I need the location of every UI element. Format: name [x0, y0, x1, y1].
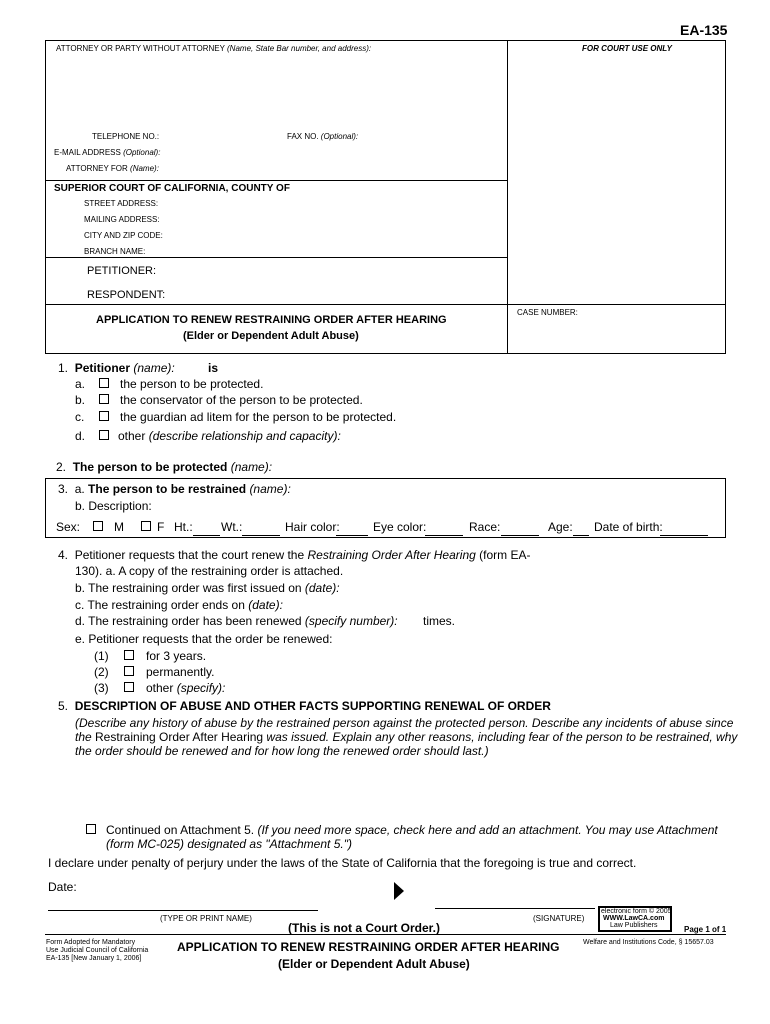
- continued-hint2: (form MC-025) designated as "Attachment 5."): [106, 837, 352, 851]
- footer-adopted-3: EA-135 [New January 1, 2006]: [46, 955, 142, 962]
- item1-is: is: [208, 361, 219, 375]
- item4-b: b. The restraining order was first issued on (date):: [75, 581, 340, 595]
- age-field[interactable]: [573, 535, 589, 536]
- petitioner-label: PETITIONER:: [87, 265, 157, 277]
- item1-heading: 1. Petitioner (name):: [58, 361, 175, 375]
- race-field[interactable]: [501, 535, 539, 536]
- checkbox-3-years[interactable]: [124, 650, 134, 660]
- continued-label: Continued on Attachment 5. (If you need more space, check here and add an attachment. You may use Attachment: [106, 823, 718, 837]
- footer-subtitle: (Elder or Dependent Adult Abuse): [278, 957, 470, 971]
- attorney-label: ATTORNEY OR PARTY WITHOUT ATTORNEY (Name, State Bar number, and address):: [56, 44, 372, 53]
- city-label: CITY AND ZIP CODE:: [84, 231, 163, 240]
- mailing-label: MAILING ADDRESS:: [84, 215, 160, 224]
- item2-heading: 2. The person to be protected (name):: [56, 460, 273, 474]
- item4-line1: 4. Petitioner requests that the court renew the Restraining Order After Hearing (form EA-: [58, 548, 531, 562]
- hair-color-field[interactable]: [336, 535, 368, 536]
- item4-line2: 130). a. A copy of the restraining order is attached.: [75, 564, 344, 578]
- caption-box: [45, 40, 726, 354]
- item3-heading: 3. a. The person to be restrained (name):: [58, 482, 291, 496]
- signature-line[interactable]: [435, 908, 595, 909]
- item4-d: d. The restraining order has been renewed (specify number):: [75, 614, 398, 628]
- footer-title: APPLICATION TO RENEW RESTRAINING ORDER AFTER HEARING: [177, 940, 560, 954]
- height-field[interactable]: [193, 535, 220, 536]
- item3-description: b. Description:: [75, 499, 152, 513]
- item5-desc2: the Restraining Order After Hearing was issued. Explain any other reasons, including fear of the person to be restrained, why: [75, 730, 738, 744]
- item1-other: other (describe relationship and capacity):: [118, 429, 341, 443]
- form-id: EA-135: [680, 22, 728, 38]
- checkbox-conservator[interactable]: [99, 394, 109, 404]
- email-label: E-MAIL ADDRESS (Optional):: [54, 148, 161, 157]
- branch-label: BRANCH NAME:: [84, 247, 146, 256]
- court-use-label: FOR COURT USE ONLY: [582, 44, 672, 53]
- publisher-name: Law Publishers: [610, 922, 658, 929]
- declaration: I declare under penalty of perjury under the laws of the State of California that the foregoing is true and correct.: [48, 856, 637, 870]
- caption-title: APPLICATION TO RENEW RESTRAINING ORDER AFTER HEARING: [96, 314, 447, 326]
- item5-desc1: (Describe any history of abuse by the restrained person against the protected person. Describe any incidents of abuse since: [75, 716, 734, 730]
- street-label: STREET ADDRESS:: [84, 199, 159, 208]
- weight-field[interactable]: [242, 535, 280, 536]
- item4-e3: other (specify):: [146, 681, 226, 695]
- telephone-label: TELEPHONE NO.:: [92, 132, 160, 141]
- checkbox-sex-f[interactable]: [141, 521, 151, 531]
- item4-c: c. The restraining order ends on (date):: [75, 598, 283, 612]
- item4-e: e. Petitioner requests that the order be renewed:: [75, 632, 333, 646]
- respondent-label: RESPONDENT:: [87, 289, 166, 301]
- checkbox-sex-m[interactable]: [93, 521, 103, 531]
- checkbox-guardian[interactable]: [99, 411, 109, 421]
- footer-adopted-2: Use Judicial Council of California: [46, 947, 149, 954]
- dob-field[interactable]: [660, 535, 708, 536]
- checkbox-protected-person[interactable]: [99, 378, 109, 388]
- type-name-caption: (TYPE OR PRINT NAME): [160, 914, 252, 923]
- checkbox-continued-attachment[interactable]: [86, 824, 96, 834]
- item5-desc3: the order should be renewed and for how long the renewed order should last.): [75, 744, 489, 758]
- case-number-label: CASE NUMBER:: [517, 308, 578, 317]
- footer-adopted-1: Form Adopted for Mandatory: [46, 939, 136, 946]
- footer-code: Welfare and Institutions Code, § 15657.03: [583, 939, 714, 946]
- e-form-text: electronic form © 2005: [601, 908, 672, 915]
- fax-label: FAX NO. (Optional):: [287, 132, 359, 141]
- page-number: Page 1 of 1: [684, 925, 727, 934]
- signature-caption: (SIGNATURE): [533, 914, 585, 923]
- print-name-line[interactable]: [48, 910, 318, 911]
- checkbox-other[interactable]: [99, 430, 109, 440]
- checkbox-other-duration[interactable]: [124, 682, 134, 692]
- court-title: SUPERIOR COURT OF CALIFORNIA, COUNTY OF: [54, 183, 290, 194]
- signature-arrow-icon: [394, 882, 404, 900]
- lawca-link[interactable]: WWW.LawCA.com: [603, 915, 665, 922]
- not-court-order: (This is not a Court Order.): [288, 921, 441, 935]
- item5-heading: 5. DESCRIPTION OF ABUSE AND OTHER FACTS SUPPORTING RENEWAL OF ORDER: [58, 699, 551, 713]
- checkbox-permanently[interactable]: [124, 666, 134, 676]
- attorney-for-label: ATTORNEY FOR (Name):: [66, 164, 159, 173]
- date-label: Date:: [48, 880, 77, 894]
- item4-times: times.: [423, 614, 456, 628]
- eye-color-field[interactable]: [425, 535, 463, 536]
- caption-subtitle: (Elder or Dependent Adult Abuse): [183, 330, 359, 342]
